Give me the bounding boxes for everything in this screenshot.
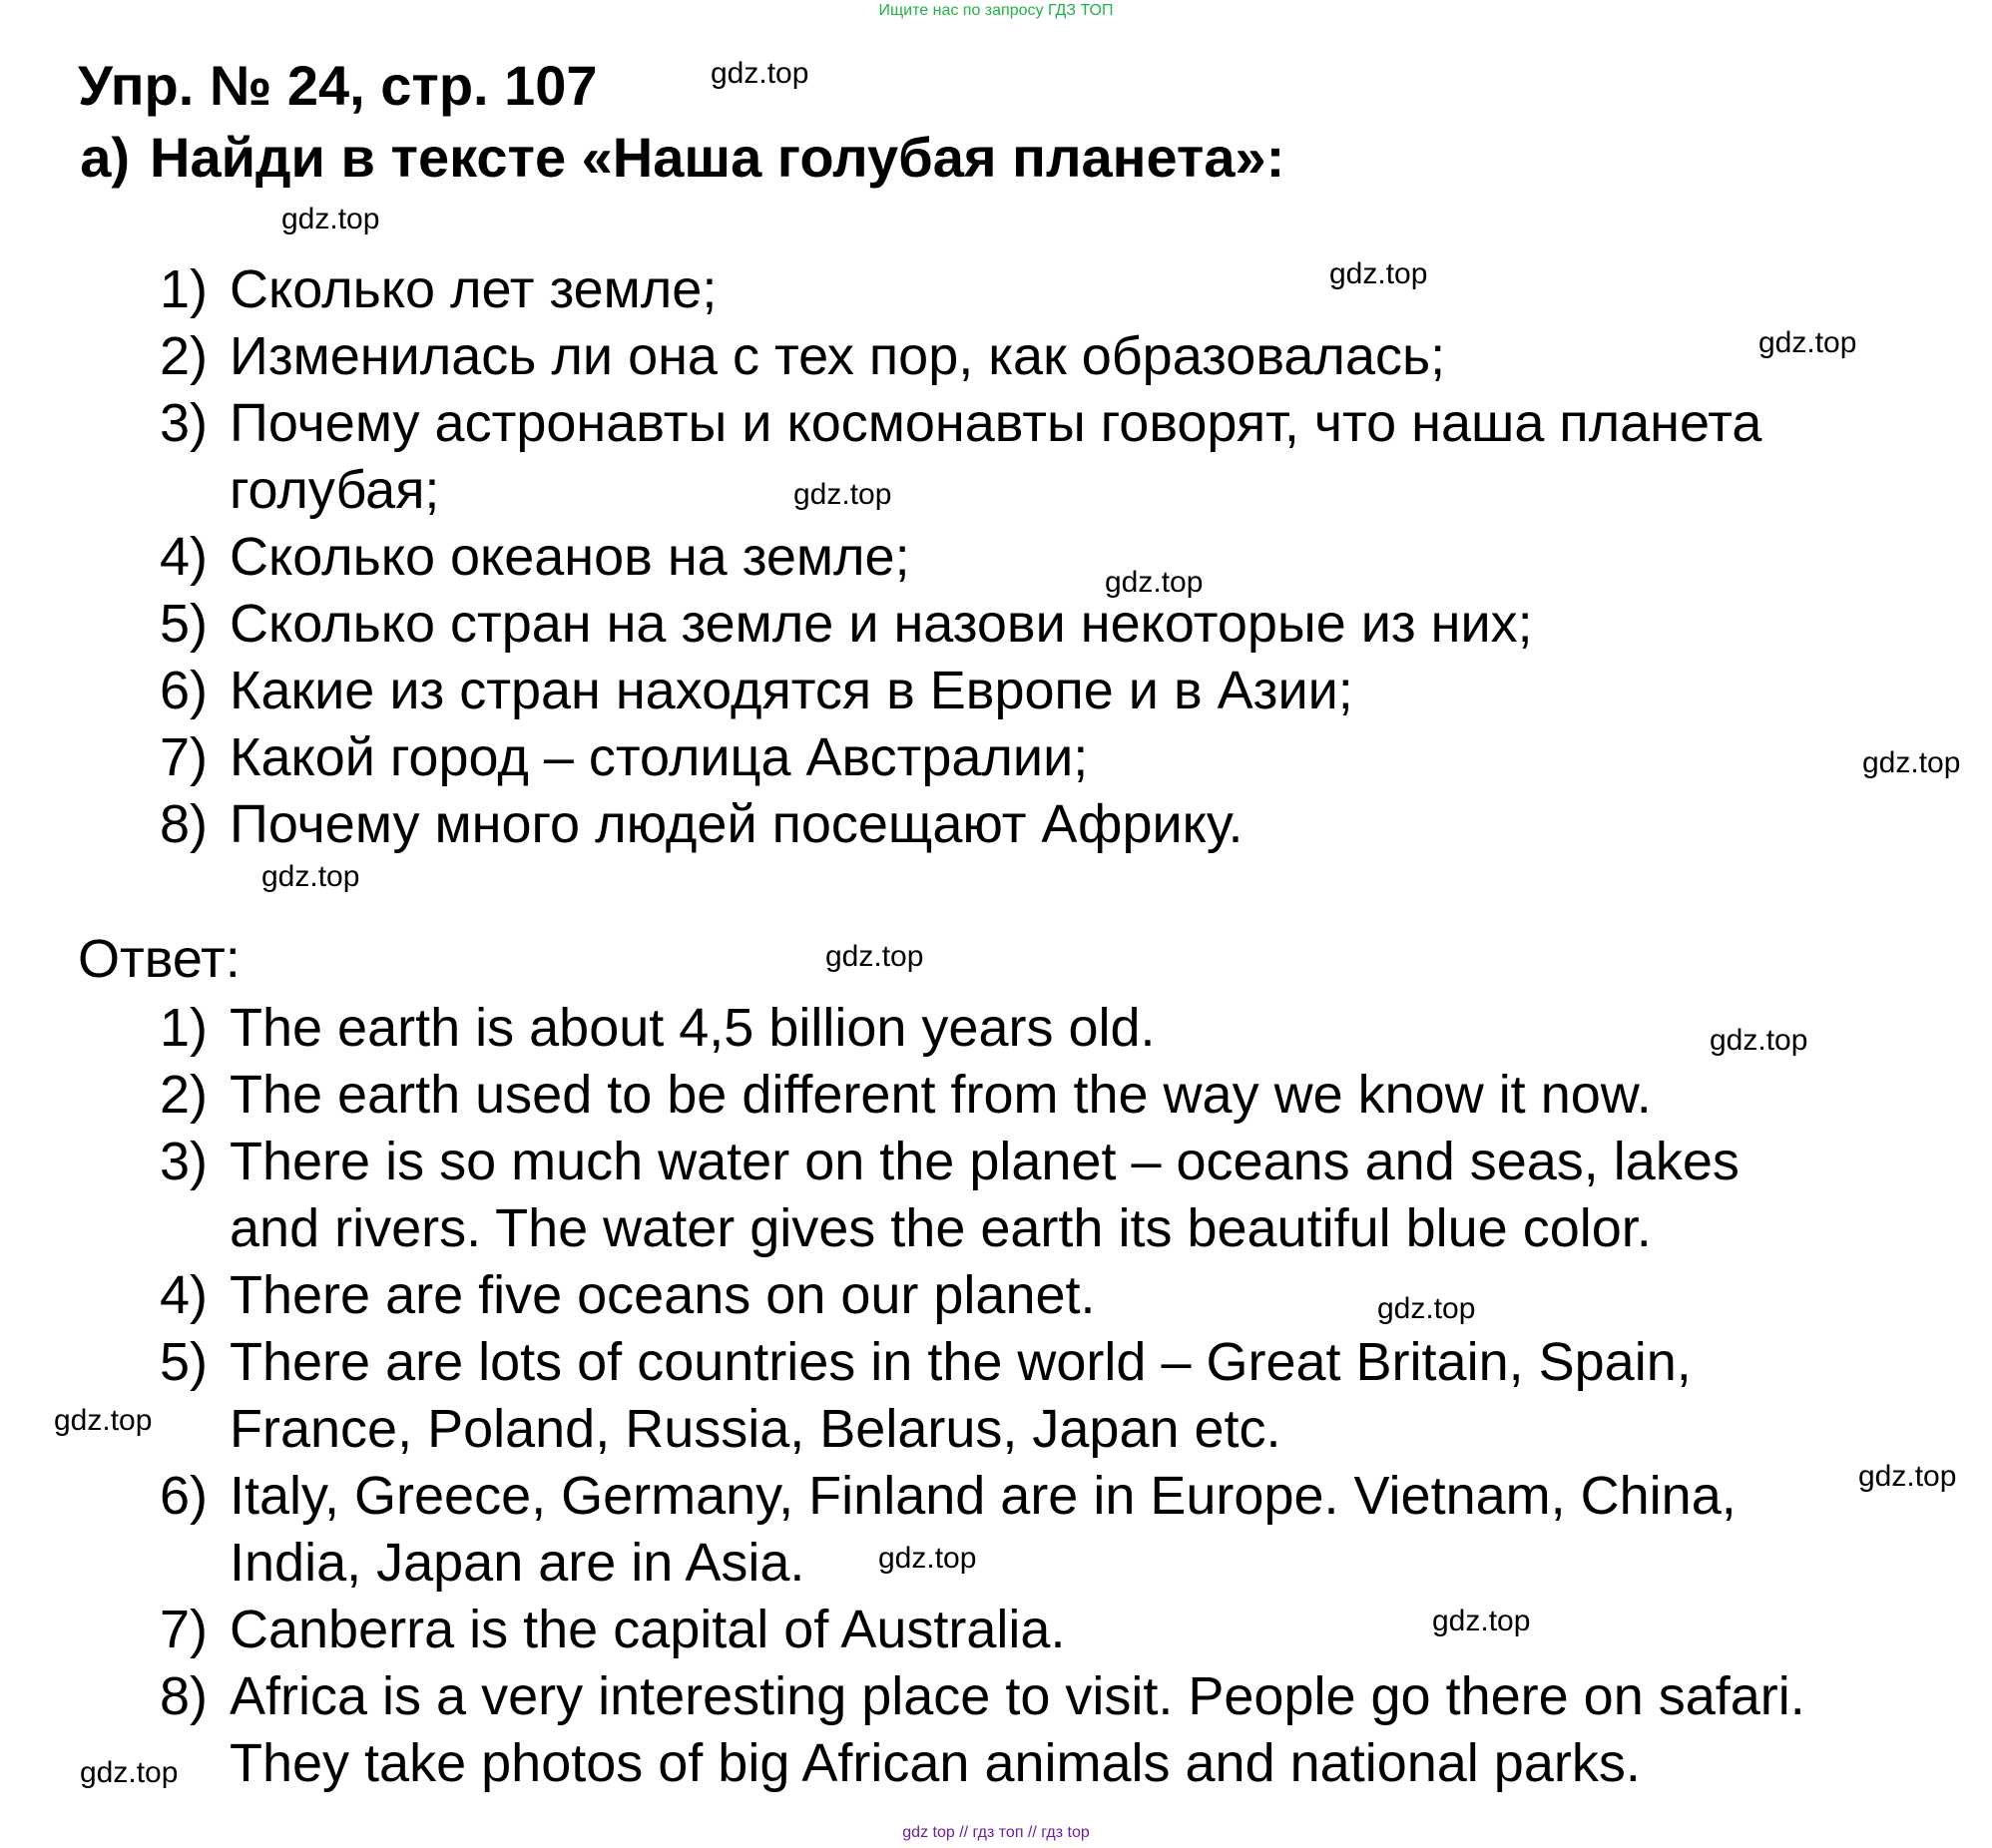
list-item <box>159 323 1946 390</box>
item-number: 4) <box>159 527 208 587</box>
item-text: There are lots of countries in the world – Great Britain, Spain, France, Poland, Russia, Belarus, Japan etc. <box>230 1332 1692 1459</box>
answer-list <box>159 995 1946 1797</box>
item-text: Изменилась ли она с тех пор, как образовалась; <box>230 326 1446 386</box>
list-item <box>159 1463 1946 1597</box>
watermark: gdz.top <box>1710 1024 1808 1057</box>
item-text: There is so much water on the planet – oceans and seas, lakes and rivers. The water gives the earth its beautiful blue color. <box>230 1132 1740 1258</box>
item-number: 3) <box>159 1132 208 1191</box>
list-item <box>159 658 1946 724</box>
watermark: gdz.top <box>1105 566 1204 599</box>
task-heading <box>80 124 1285 192</box>
item-text: Какой город – столица Австралии; <box>230 727 1089 787</box>
list-item <box>159 791 1946 858</box>
list-item <box>159 524 1946 591</box>
item-number: 7) <box>159 727 208 787</box>
item-number: 4) <box>159 1265 208 1325</box>
top-banner: Ищите нас по запросу ГДЗ ТОП <box>878 2 1114 19</box>
item-text: Canberra is the capital of Australia. <box>230 1600 1066 1659</box>
page-title: Упр. № 24, стр. 107 <box>78 54 598 117</box>
item-number: 2) <box>159 1065 208 1125</box>
list-item <box>159 724 1946 791</box>
item-number: 6) <box>159 661 208 720</box>
list-item <box>159 1262 1946 1329</box>
bottom-banner: gdz top // гдз топ // гдз top <box>902 1824 1090 1841</box>
watermark: gdz.top <box>261 860 360 893</box>
question-list <box>159 256 1946 858</box>
item-text: Почему много людей посещают Африку. <box>230 794 1244 854</box>
watermark: gdz.top <box>711 57 809 90</box>
watermark: gdz.top <box>1329 257 1428 290</box>
watermark: gdz.top <box>281 203 380 235</box>
watermark: gdz.top <box>1858 1460 1957 1493</box>
watermark: gdz.top <box>825 940 924 973</box>
item-number: 3) <box>159 393 208 453</box>
item-text: Сколько лет земле; <box>230 259 718 319</box>
item-number: 8) <box>159 1666 208 1726</box>
watermark: gdz.top <box>80 1756 179 1789</box>
list-item <box>159 256 1946 323</box>
item-text: Сколько океанов на земле; <box>230 527 910 587</box>
list-item <box>159 1062 1946 1129</box>
list-item <box>159 390 1946 524</box>
item-text: Italy, Greece, Germany, Finland are in Europe. Vietnam, China, India, Japan are in Asia. <box>230 1466 1737 1593</box>
watermark: gdz.top <box>878 1542 977 1575</box>
item-text: Africa is a very interesting place to visit. People go there on safari. They take photos of big African animals and national parks. <box>230 1666 1805 1793</box>
item-number: 8) <box>159 794 208 854</box>
watermark: gdz.top <box>1758 326 1857 359</box>
item-number: 7) <box>159 1600 208 1659</box>
list-item <box>159 1329 1946 1463</box>
item-text: The earth is about 4,5 billion years old. <box>230 998 1156 1058</box>
item-number: 2) <box>159 326 208 386</box>
list-item <box>159 1129 1946 1262</box>
item-number: 1) <box>159 998 208 1058</box>
item-number: 1) <box>159 259 208 319</box>
item-number: 5) <box>159 594 208 654</box>
list-item <box>159 1597 1946 1663</box>
item-number: 6) <box>159 1466 208 1526</box>
answer-heading: Ответ: <box>78 929 241 989</box>
item-number: 5) <box>159 1332 208 1392</box>
watermark: gdz.top <box>1377 1292 1476 1325</box>
task-marker: а) <box>80 126 130 189</box>
item-text: The earth used to be different from the way we know it now. <box>230 1065 1652 1125</box>
watermark: gdz.top <box>1862 746 1961 779</box>
task-text: Найди в тексте «Наша голубая планета»: <box>150 126 1285 189</box>
item-text: Какие из стран находятся в Европе и в Азии; <box>230 661 1353 720</box>
watermark: gdz.top <box>793 478 892 511</box>
item-text: There are five oceans on our planet. <box>230 1265 1096 1325</box>
item-text: Сколько стран на земле и назови некоторые из них; <box>230 594 1533 654</box>
list-item <box>159 591 1946 658</box>
watermark: gdz.top <box>1432 1605 1531 1637</box>
item-text: Почему астронавты и космонавты говорят, что наша планета голубая; <box>230 393 1762 520</box>
list-item <box>159 1663 1946 1797</box>
watermark: gdz.top <box>54 1404 153 1437</box>
list-item <box>159 995 1946 1062</box>
